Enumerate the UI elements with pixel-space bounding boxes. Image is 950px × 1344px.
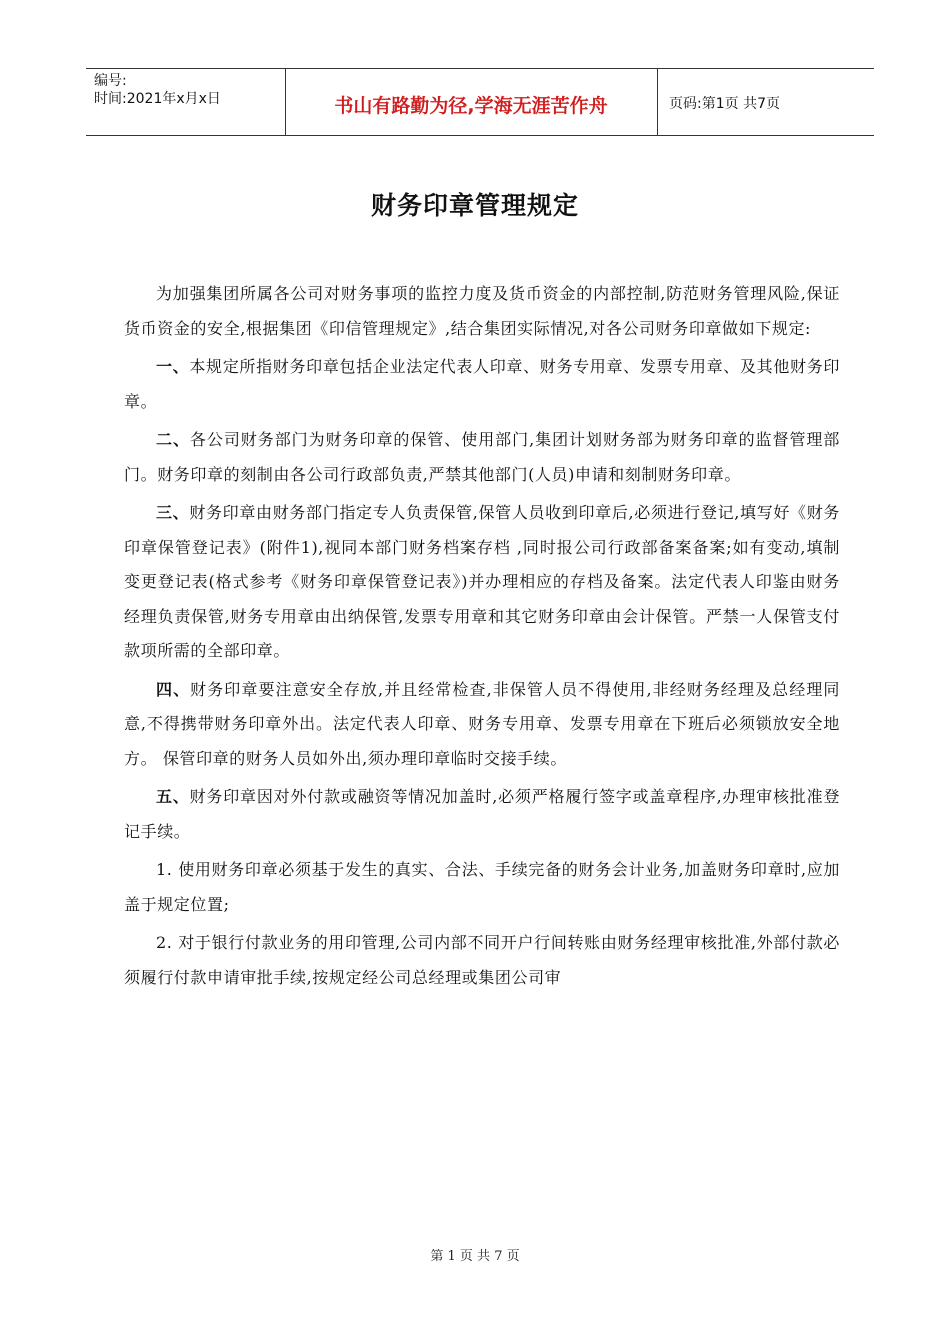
page-footer: 第 1 页 共 7 页 — [430, 1249, 520, 1264]
section-3-paragraph — [124, 496, 840, 669]
section-2-text: 各公司财务部门为财务印章的保管、使用部门,集团计划财务部为财务印章的监督管理部门。财务印章的刻制由各公司行政部负责,严禁其他部门(人员)申请和刻制财务印章。 — [124, 430, 840, 484]
document-title: 财务印章管理规定 — [370, 191, 579, 220]
section-1-lead: 一、 — [156, 357, 190, 376]
header-meta — [94, 72, 221, 108]
header-motto: 书山有路勤为径,学海无涯苦作舟 — [334, 95, 608, 117]
list-item-2: 2. 对于银行付款业务的用印管理,公司内部不同开户行间转账由财务经理审核批准,外部付款必须履行付款申请审批手续,按规定经公司总经理或集团公司审 — [124, 933, 840, 987]
section-2-lead: 二、 — [156, 430, 190, 449]
section-5-lead: 五、 — [156, 787, 190, 806]
document-body — [124, 277, 840, 995]
document-header — [86, 68, 874, 136]
section-5-paragraph — [124, 780, 840, 849]
section-2-paragraph — [124, 423, 840, 492]
number-label: 编号: — [94, 73, 127, 89]
section-5-text: 财务印章因对外付款或融资等情况加盖时,必须严格履行签字或盖章程序,办理审核批准登记手续。 — [124, 787, 840, 841]
section-4-text: 财务印章要注意安全存放,并且经常检查,非保管人员不得使用,非经财务经理及总经理同意,不得携带财务印章外出。法定代表人印章、财务专用章、发票专用章在下班后必须锁放安全地方。 保管印章的财务人员如外出,须办理印章临时交接手续。 — [124, 679, 840, 768]
date-label: 时间:2021年x月x日 — [94, 91, 221, 107]
header-page-info: 页码:第1页 共7页 — [669, 96, 780, 112]
section-3-text: 财务印章由财务部门指定专人负责保管,保管人员收到印章后,必须进行登记,填写好《财务印章保管登记表》(附件1),视同本部门财务档案存档 ,同时报公司行政部备案备案;如有变动,填制变更登记表(格式参考《财务印章保管登记表》)并办理相应的存档及备案。法定代表人印鉴由财务经理负责保管,财务专用章由出纳保管,发票专用章和其它财务印章由会计保管。严禁一人保管支付款项所需的全部印章。 — [124, 503, 840, 660]
section-4-paragraph — [124, 673, 840, 777]
header-divider — [657, 69, 658, 135]
section-3-lead: 三、 — [156, 503, 190, 522]
list-item-1: 1. 使用财务印章必须基于发生的真实、合法、手续完备的财务会计业务,加盖财务印章时,应加盖于规定位置; — [124, 860, 840, 914]
section-4-lead: 四、 — [156, 679, 191, 699]
intro-paragraph: 为加强集团所属各公司对财务事项的监控力度及货币资金的内部控制,防范财务管理风险,保证货币资金的安全,根据集团《印信管理规定》,结合集团实际情况,对各公司财务印章做如下规定: — [124, 284, 840, 338]
section-1-text: 本规定所指财务印章包括企业法定代表人印章、财务专用章、发票专用章、及其他财务印章。 — [124, 357, 840, 411]
section-1-paragraph — [124, 350, 840, 419]
